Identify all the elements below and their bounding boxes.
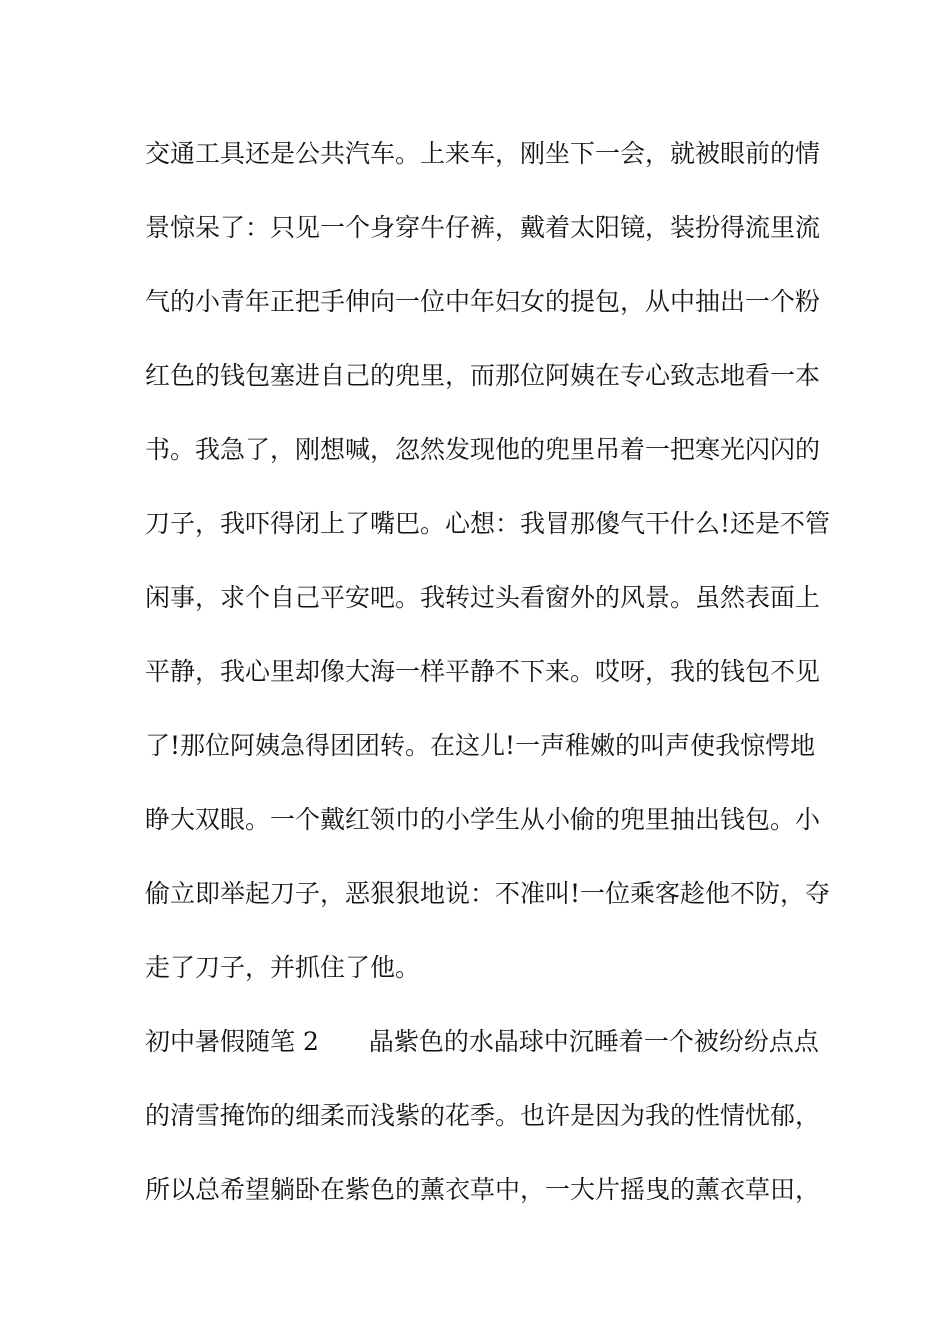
text-line: 所以总希望躺卧在紫色的薰衣草中，一大片摇曳的薰衣草田， (145, 1175, 821, 1204)
text-line: 气的小青年正把手伸向一位中年妇女的提包，从中抽出一个粉 (145, 287, 821, 316)
text-line: 景惊呆了：只见一个身穿牛仔裤，戴着太阳镜，装扮得流里流 (145, 213, 821, 242)
text-line: 的清雪掩饰的细柔而浅紫的花季。也许是因为我的性情忧郁， (145, 1101, 821, 1130)
text-line: 闲事，求个自己平安吧。我转过头看窗外的风景。虽然表面上 (145, 583, 821, 612)
section-heading-line: 初中暑假随笔 2 晶紫色的水晶球中沉睡着一个被纷纷点点 (145, 1027, 819, 1056)
text-line: 睁大双眼。一个戴红领巾的小学生从小偷的兜里抽出钱包。小 (145, 805, 821, 834)
text-line: 平静，我心里却像大海一样平静不下来。哎呀，我的钱包不见 (145, 657, 821, 686)
body-text (145, 129, 831, 1239)
text-line: 走了刀子，并抓住了他。 (145, 953, 421, 982)
text-line: 交通工具还是公共汽车。上来车，刚坐下一会，就被眼前的情 (145, 139, 821, 168)
text-line: 偷立即举起刀子，恶狠狠地说：不准叫!一位乘客趁他不防，夺 (145, 879, 831, 908)
text-line: 书。我急了，刚想喊，忽然发现他的兜里吊着一把寒光闪闪的 (145, 435, 821, 464)
text-line: 了!那位阿姨急得团团转。在这儿!一声稚嫩的叫声使我惊愕地 (145, 731, 816, 760)
text-line: 红色的钱包塞进自己的兜里，而那位阿姨在专心致志地看一本 (145, 361, 821, 390)
text-line: 刀子，我吓得闭上了嘴巴。心想：我冒那傻气干什么!还是不管 (145, 509, 831, 538)
